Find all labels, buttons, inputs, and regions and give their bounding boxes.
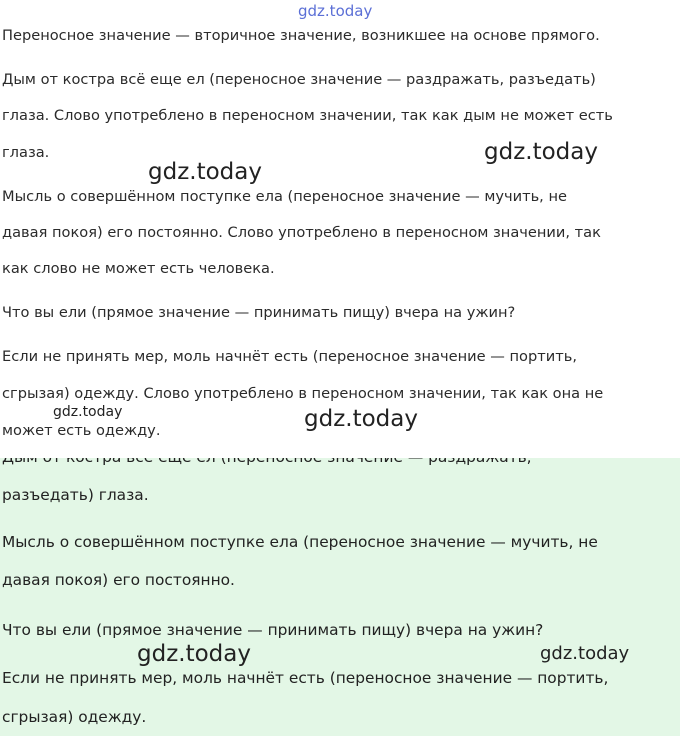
watermark-top: gdz.today [298, 2, 373, 20]
background-example2-line2: давая покоя) его постоянно. [2, 571, 235, 589]
background-example2-line1: Мысль о совершённом поступке ела (переносное значение — мучить, не [2, 533, 598, 551]
background-card [0, 440, 680, 736]
answer-example4-line2: сгрызая) одежду. Слово употреблено в переносном значении, так как она не [2, 385, 604, 402]
answer-example1-line2: глаза. Слово употреблено в переносном значении, так как дым не может есть [2, 107, 613, 124]
background-example4-line2: сгрызая) одежду. [2, 708, 147, 726]
answer-example4-line3: может есть одежду. [2, 422, 161, 439]
answer-example1-line1: Дым от костра всё еще ел (переносное значение — раздражать, разъедать) [2, 71, 596, 88]
background-example1-line2: разъедать) глаза. [2, 486, 149, 504]
background-example4-line1: Если не принять мер, моль начнёт есть (переносное значение — портить, [2, 669, 609, 687]
answer-definition-line: Переносное значение — вторичное значение, возникшее на основе прямого. [2, 27, 600, 44]
background-example3-line1: Что вы ели (прямое значение — принимать пищу) вчера на ужин? [2, 621, 544, 639]
answer-example2-line1: Мысль о совершённом поступке ела (переносное значение — мучить, не [2, 188, 567, 205]
watermark-mid-right: gdz.today [484, 139, 598, 165]
answer-example4-line1: Если не принять мер, моль начнёт есть (переносное значение — портить, [2, 348, 577, 365]
watermark-center: gdz.today [304, 406, 418, 432]
answer-example2-line3: как слово не может есть человека. [2, 260, 275, 277]
watermark-bottom-right: gdz.today [540, 643, 630, 664]
answer-example2-line2: давая покоя) его постоянно. Слово употреблено в переносном значении, так [2, 224, 601, 241]
answer-example1-line3: глаза. [2, 144, 50, 161]
watermark-bottom-left: gdz.today [137, 641, 251, 667]
watermark-small-left: gdz.today [53, 404, 123, 420]
watermark-mid-left: gdz.today [148, 159, 262, 185]
answer-example3-line1: Что вы ели (прямое значение — принимать пищу) вчера на ужин? [2, 304, 516, 321]
